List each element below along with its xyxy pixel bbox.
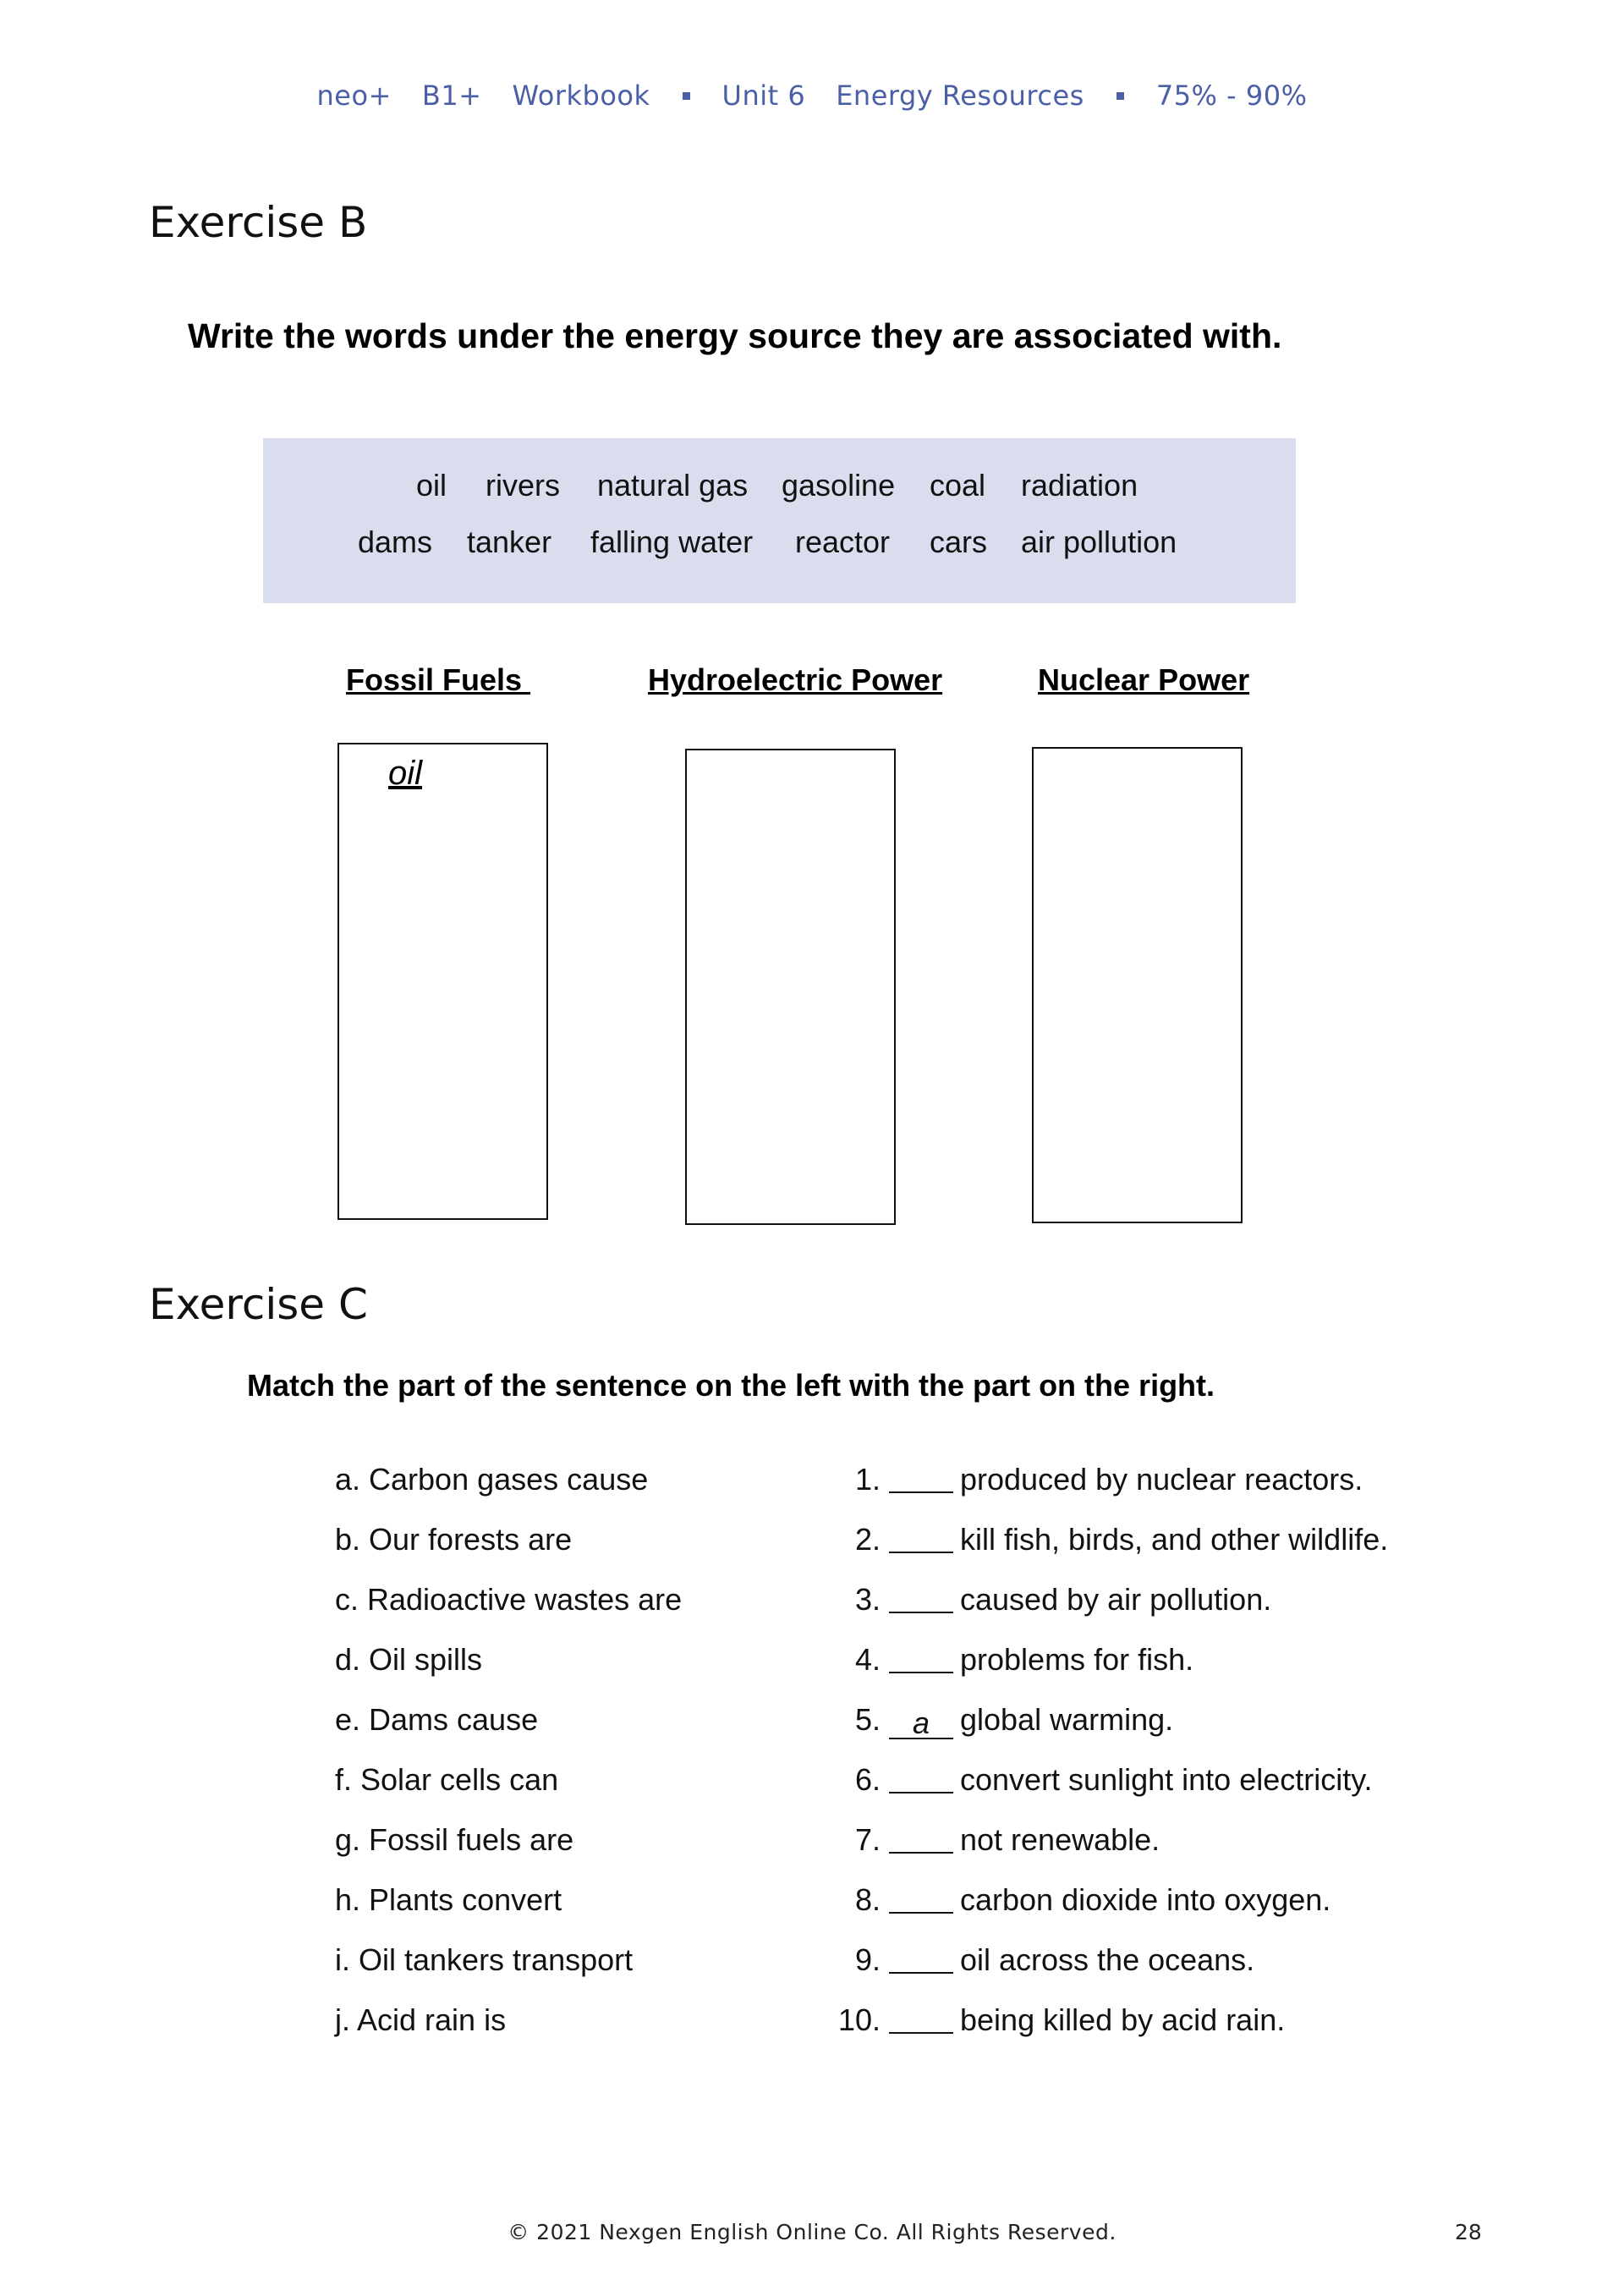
word-bank [263, 438, 1296, 603]
left-item: a. Carbon gases cause [335, 1462, 649, 1497]
bullet-icon [683, 92, 690, 100]
answer-blank[interactable] [889, 1765, 953, 1793]
item-number: 9. [854, 1942, 881, 1977]
right-item [831, 1522, 1388, 1557]
header-unit: Unit 6 [721, 80, 806, 112]
right-item-text: not renewable. [960, 1822, 1160, 1857]
right-item-text: produced by nuclear reactors. [960, 1462, 1363, 1497]
column-heading-nuclear: Nuclear Power [1038, 662, 1250, 697]
exercise-b-title: Exercise B [149, 198, 368, 247]
header-level: B1+ [421, 80, 482, 112]
right-item [831, 1462, 1363, 1497]
exercise-c-title: Exercise C [149, 1280, 368, 1329]
right-item [831, 1762, 1373, 1798]
word-bank-item: gasoline [782, 468, 896, 503]
word-bank-item: air pollution [1021, 525, 1177, 559]
word-bank-item: coal [930, 468, 986, 503]
left-item: f. Solar cells can [335, 1762, 559, 1797]
answer-blank[interactable] [889, 1645, 953, 1673]
item-number: 4. [854, 1642, 881, 1677]
right-item-text: carbon dioxide into oxygen. [960, 1882, 1331, 1917]
right-item [831, 2002, 1285, 2038]
left-item: i. Oil tankers transport [335, 1942, 634, 1977]
word-bank-item: tanker [467, 525, 552, 559]
answer-blank[interactable] [889, 1524, 953, 1553]
item-number: 8. [854, 1882, 881, 1917]
header-topic: Energy Resources [836, 80, 1084, 112]
footer-copyright: © 2021 Nexgen English Online Co. All Rights Reserved. [508, 2220, 1116, 2244]
answer-blank[interactable] [889, 1885, 953, 1914]
answer-box-fossil-fuels[interactable] [337, 743, 548, 1220]
left-item: g. Fossil fuels are [335, 1822, 574, 1857]
exercise-b-instruction: Write the words under the energy source they are associated with. [188, 316, 1282, 355]
exercise-c-instruction: Match the part of the sentence on the left with the part on the right. [247, 1368, 1215, 1403]
item-number: 5. [854, 1702, 881, 1737]
right-item [831, 1882, 1330, 1918]
word-bank-item: dams [358, 525, 433, 559]
right-item [831, 1942, 1254, 1978]
right-item [831, 1582, 1271, 1618]
answer-box-hydroelectric[interactable] [685, 749, 896, 1225]
item-number: 7. [854, 1822, 881, 1857]
right-item [831, 1642, 1193, 1678]
item-number: 6. [854, 1762, 881, 1797]
right-item-text: oil across the oceans. [960, 1942, 1255, 1977]
answer-blank[interactable] [889, 2005, 953, 2034]
answer-blank[interactable] [889, 1825, 953, 1854]
column-heading-fossil-fuels: Fossil Fuels [346, 662, 531, 697]
answer-blank[interactable] [889, 1945, 953, 1974]
column-heading-hydroelectric: Hydroelectric Power [648, 662, 943, 697]
header-score: 75% - 90% [1155, 80, 1308, 112]
word-bank-item: falling water [590, 525, 754, 559]
right-item [831, 1702, 1173, 1739]
header-brand: neo+ [316, 80, 392, 112]
left-item: b. Our forests are [335, 1522, 573, 1557]
right-item-text: global warming. [960, 1702, 1174, 1737]
page-header [0, 74, 1624, 117]
header-book: Workbook [512, 80, 650, 112]
item-number: 2. [854, 1522, 881, 1557]
answer-blank[interactable] [889, 1585, 953, 1613]
left-item: d. Oil spills [335, 1642, 483, 1677]
word-bank-item: radiation [1021, 468, 1138, 503]
answer-blank[interactable]: a [889, 1711, 953, 1739]
word-bank-item: natural gas [597, 468, 749, 503]
left-item: e. Dams cause [335, 1702, 539, 1737]
answer-box-nuclear[interactable] [1032, 747, 1243, 1223]
left-item: j. Acid rain is [335, 2002, 507, 2037]
right-item-text: caused by air pollution. [960, 1582, 1272, 1617]
item-number: 1. [854, 1462, 881, 1497]
right-item-text: problems for fish. [960, 1642, 1194, 1677]
item-number: 3. [854, 1582, 881, 1617]
right-item [831, 1822, 1160, 1858]
left-item: c. Radioactive wastes are [335, 1582, 683, 1617]
word-bank-item: rivers [486, 468, 560, 503]
right-item-text: convert sunlight into electricity. [960, 1762, 1373, 1797]
page-number: 28 [1455, 2220, 1482, 2244]
bullet-icon [1116, 92, 1124, 100]
word-bank-item: oil [416, 468, 447, 503]
right-item-text: being killed by acid rain. [960, 2002, 1286, 2037]
word-bank-item: reactor [795, 525, 891, 559]
left-item: h. Plants convert [335, 1882, 562, 1917]
item-number: 10. [837, 2002, 881, 2037]
answer-blank[interactable] [889, 1464, 953, 1493]
example-answer: oil [388, 755, 423, 792]
right-item-text: kill fish, birds, and other wildlife. [960, 1522, 1389, 1557]
word-bank-item: cars [930, 525, 988, 559]
